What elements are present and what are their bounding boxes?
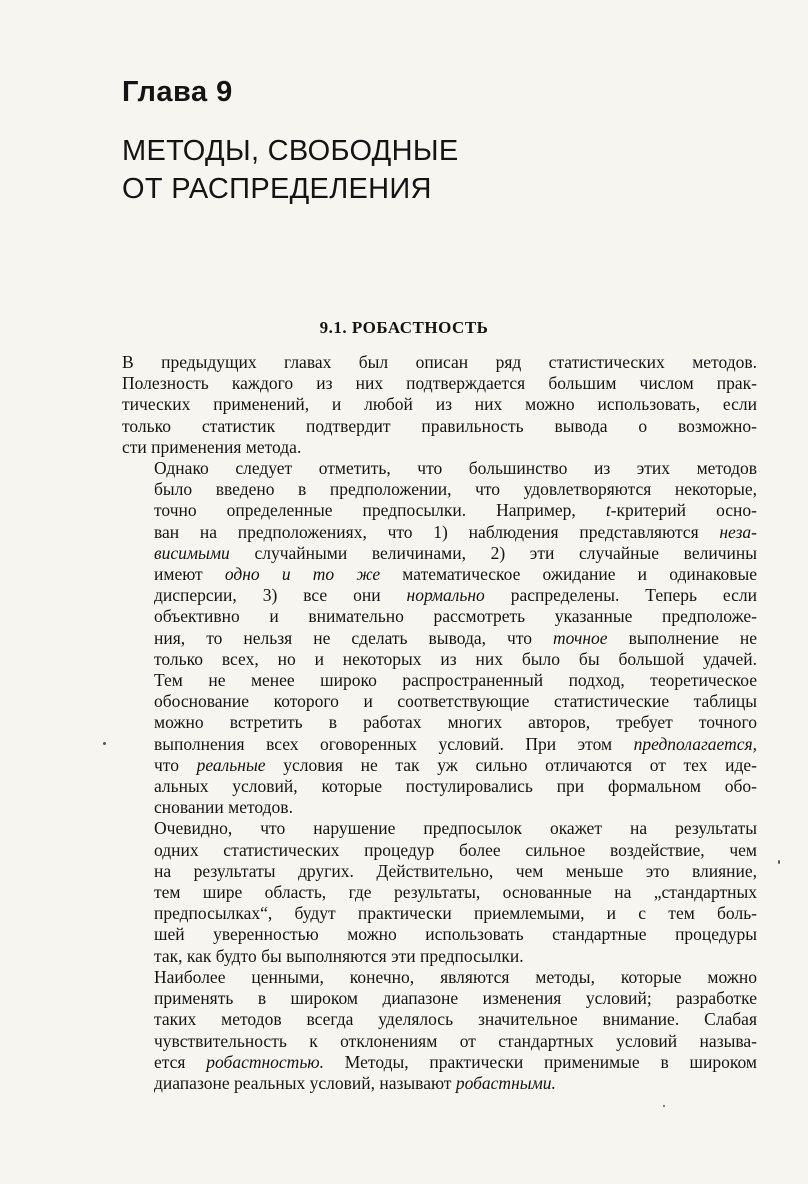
text-line bbox=[122, 373, 757, 394]
paragraph bbox=[122, 352, 757, 458]
text-span: только всех, но и некоторых из них было бы большой удачей. bbox=[154, 648, 757, 669]
text-span: математическое ожидание и одинаковые bbox=[380, 564, 757, 585]
text-span: предпосылках“, будут практически приемлемыми, и с тем боль- bbox=[154, 903, 757, 924]
text-span: чувствительность к отклонениям от стандартных условий называ- bbox=[154, 1030, 757, 1051]
text-line bbox=[122, 734, 757, 755]
text-line bbox=[122, 649, 757, 670]
text-span: применять в широком диапазоне изменения условий; разработке bbox=[154, 988, 757, 1009]
text-line bbox=[122, 988, 757, 1009]
italic-text: одно и то же bbox=[224, 564, 381, 585]
text-span: что bbox=[154, 754, 197, 775]
italic-text: нормально bbox=[406, 585, 485, 606]
chapter-title-line: МЕТОДЫ, СВОБОДНЫЕ bbox=[122, 135, 459, 167]
text-span: можно встретить в работах многих авторов, требует точного bbox=[154, 712, 757, 733]
text-span: диапазоне реальных условий, называют bbox=[154, 1072, 456, 1093]
text-line bbox=[122, 1073, 757, 1094]
italic-text: реальные bbox=[196, 754, 266, 775]
text-line bbox=[122, 416, 757, 437]
text-line bbox=[122, 776, 757, 797]
text-line bbox=[122, 1009, 757, 1030]
italic-text: точное bbox=[553, 627, 608, 648]
text-span: дисперсии, 3) все они bbox=[154, 585, 407, 606]
body-text bbox=[122, 352, 757, 1094]
text-span: Однако следует отметить, что большинство из этих методов bbox=[154, 458, 757, 479]
chapter-label: Глава 9 bbox=[122, 76, 233, 108]
text-span: случайными величинами, 2) эти случайные величины bbox=[229, 542, 757, 563]
text-span: объективно и внимательно рассмотреть указанные предположе- bbox=[154, 606, 757, 627]
text-line bbox=[122, 606, 757, 627]
text-span: В предыдущих главах был описан ряд статистических методов. bbox=[122, 352, 757, 372]
text-span: ния, то нельзя не сделать вывода, что bbox=[154, 627, 554, 648]
text-line bbox=[122, 755, 757, 776]
text-span: Тем не менее широко распространенный подход, теоретическое bbox=[154, 670, 757, 691]
text-span: шей уверенностью можно использовать стандартные процедуры bbox=[154, 924, 757, 945]
print-speck bbox=[778, 860, 780, 864]
chapter-title bbox=[122, 132, 458, 208]
chapter-title-line: ОТ РАСПРЕДЕЛЕНИЯ bbox=[122, 173, 432, 205]
text-line bbox=[122, 924, 757, 945]
text-span: одних статистических процедур более сильное воздействие, чем bbox=[154, 839, 757, 860]
text-span: Наиболее ценными, конечно, являются методы, которые можно bbox=[154, 966, 757, 987]
text-line bbox=[122, 500, 757, 521]
text-span: сновании методов. bbox=[154, 797, 293, 818]
text-line bbox=[122, 691, 757, 712]
text-line bbox=[122, 479, 757, 500]
text-span: ется bbox=[154, 1051, 207, 1072]
text-span: Методы, практически применимые в широком bbox=[324, 1051, 757, 1072]
italic-text: робастными. bbox=[455, 1072, 556, 1093]
text-span: точно определенные предпосылки. Например, bbox=[154, 500, 606, 521]
text-span: Очевидно, что нарушение предпосылок окажет на результаты bbox=[154, 818, 757, 839]
text-line bbox=[122, 352, 757, 373]
text-span: альных условий, которые постулировались при формальном обо- bbox=[154, 776, 757, 797]
text-span: обоснование которого и соответствующие статистические таблицы bbox=[154, 691, 757, 712]
text-line bbox=[122, 797, 757, 818]
text-line bbox=[122, 437, 757, 458]
text-span: сти применения метода. bbox=[122, 436, 302, 457]
text-line bbox=[122, 628, 757, 649]
text-span: тических применений, и любой из них можно использовать, если bbox=[122, 394, 757, 415]
text-span: таких методов всегда уделялось значительное внимание. Слабая bbox=[154, 1009, 757, 1030]
paragraph bbox=[122, 458, 757, 818]
text-span: -критерий осно- bbox=[610, 500, 757, 521]
text-span: тем шире область, где результаты, основанные на „стандартных bbox=[154, 882, 757, 903]
italic-text: неза- bbox=[719, 521, 757, 542]
text-line bbox=[122, 840, 757, 861]
text-line bbox=[122, 1031, 757, 1052]
text-span: так, как будто бы выполняются эти предпосылки. bbox=[154, 945, 524, 966]
text-line bbox=[122, 458, 757, 479]
text-span: имеют bbox=[154, 564, 225, 585]
text-line bbox=[122, 967, 757, 988]
italic-text: робастностью. bbox=[206, 1051, 324, 1072]
text-span: Полезность каждого из них подтверждается большим числом прак- bbox=[122, 373, 757, 394]
italic-text: предполагается, bbox=[633, 733, 757, 754]
text-line bbox=[122, 564, 757, 585]
text-line bbox=[122, 670, 757, 691]
text-span: только статистик подтвердит правильность вывода о возможно- bbox=[122, 415, 757, 436]
text-span: было введено в предположении, что удовлетворяются некоторые, bbox=[154, 479, 757, 500]
italic-text: висимыми bbox=[154, 542, 230, 563]
paragraph bbox=[122, 967, 757, 1094]
section-heading: 9.1. РОБАСТНОСТЬ bbox=[319, 318, 489, 337]
italic-text: t bbox=[605, 500, 611, 521]
text-span: ван на предположениях, что 1) наблюдения представляются bbox=[154, 521, 720, 542]
text-line bbox=[122, 861, 757, 882]
text-line bbox=[122, 522, 757, 543]
text-line bbox=[122, 712, 757, 733]
text-span: выполнение не bbox=[607, 627, 757, 648]
text-span: выполнения всех оговоренных условий. При этом bbox=[154, 733, 634, 754]
text-line bbox=[122, 1052, 757, 1073]
text-span: на результаты других. Действительно, чем меньше это влияние, bbox=[154, 860, 757, 881]
text-line bbox=[122, 946, 757, 967]
text-line bbox=[122, 882, 757, 903]
text-line bbox=[122, 585, 757, 606]
text-span: распределены. Теперь если bbox=[484, 585, 757, 606]
print-speck bbox=[103, 742, 106, 745]
text-line bbox=[122, 818, 757, 839]
paragraph bbox=[122, 818, 757, 966]
print-speck bbox=[663, 1105, 665, 1107]
text-line bbox=[122, 394, 757, 415]
text-line bbox=[122, 543, 757, 564]
text-line bbox=[122, 903, 757, 924]
text-span: условия не так уж сильно отличаются от тех иде- bbox=[265, 754, 757, 775]
